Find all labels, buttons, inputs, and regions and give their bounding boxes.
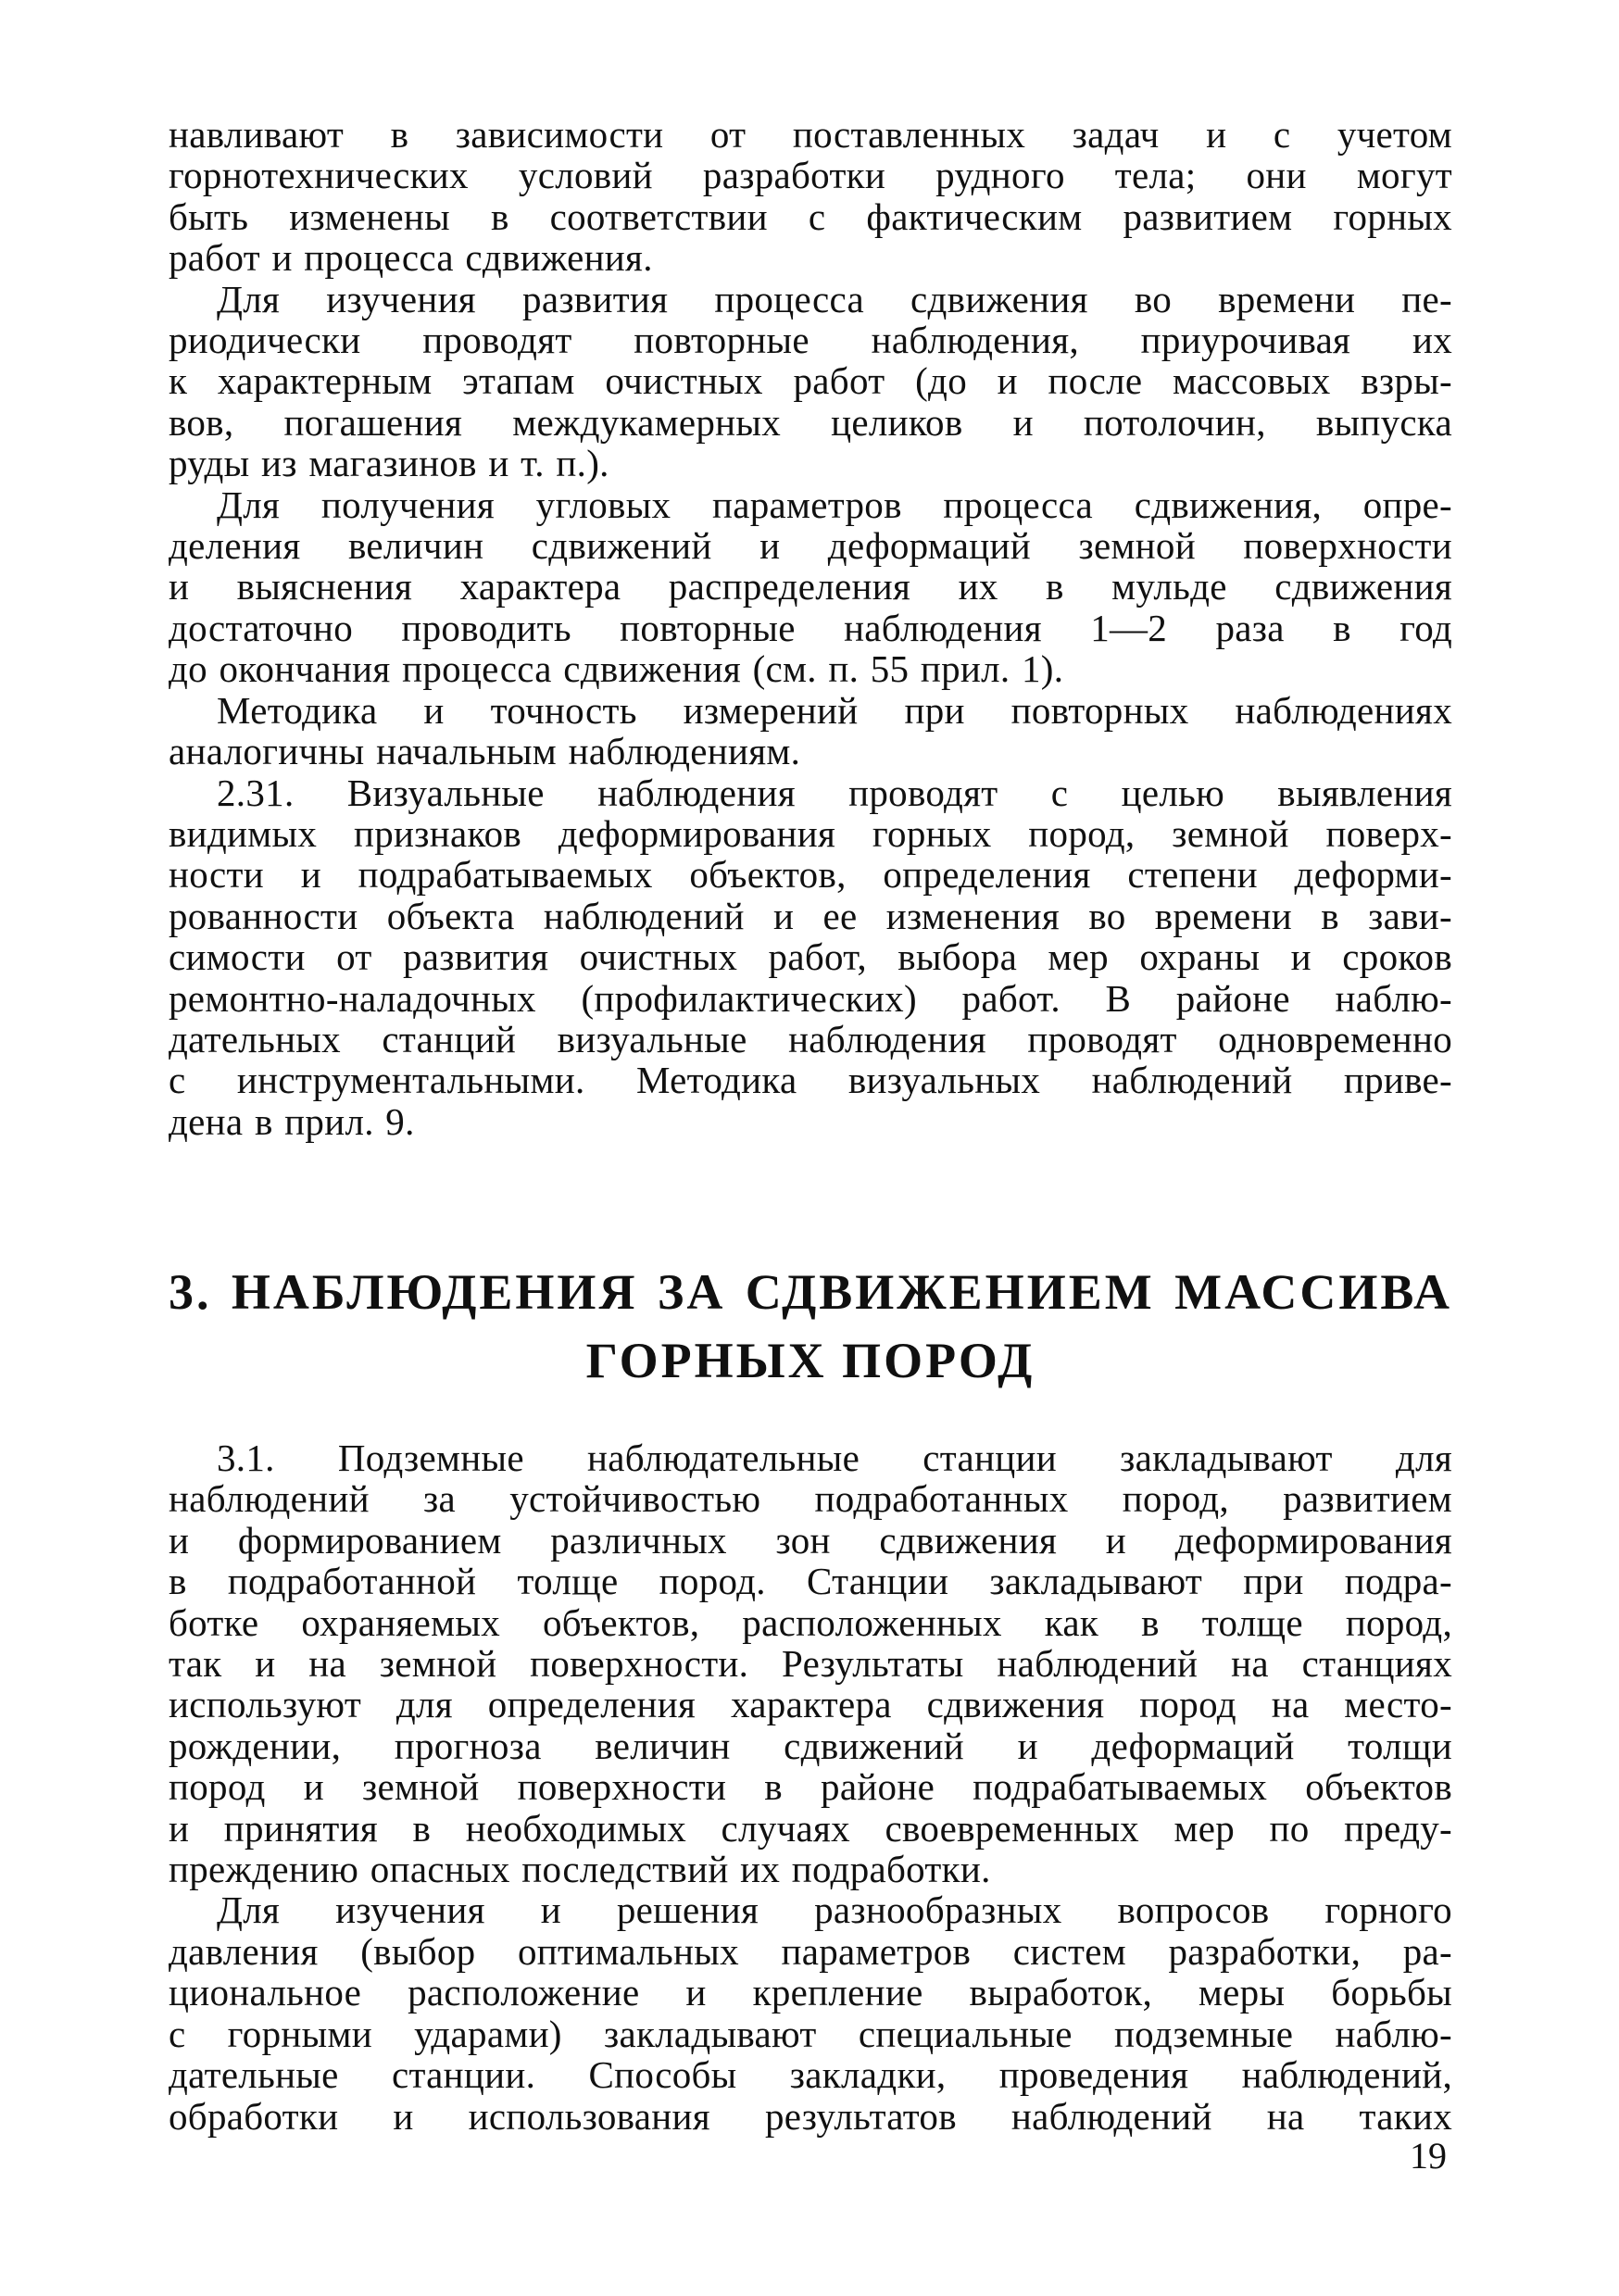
text-line: горнотехнических условий разработки рудного тела; они могут	[169, 154, 1452, 197]
text-line: рождении, прогноза величин сдвижений и деформаций толщи	[169, 1724, 1452, 1767]
text-line: ботке охраняемых объектов, расположенных как в толще пород,	[169, 1600, 1452, 1644]
section-heading	[169, 1258, 1452, 1395]
text-line: Методика и точность измерений при повторных наблюдениях	[217, 688, 1452, 732]
body-text-bottom	[169, 1437, 1452, 2137]
text-line: используют для определения характера сдвижения пород на место-	[169, 1683, 1452, 1726]
text-line: достаточно проводить повторные наблюдения 1—2 раза в год	[169, 606, 1452, 649]
text-line: дательные станции. Способы закладки, проведения наблюдений,	[169, 2053, 1452, 2097]
text-line: Для получения угловых параметров процесса сдвижения, опре-	[217, 483, 1452, 526]
text-line: симости от развития очистных работ, выбора мер охраны и сроков	[169, 935, 1452, 979]
text-line: видимых признаков деформирования горных пород, земной поверх-	[169, 811, 1452, 855]
page-number: 19	[1410, 2135, 1447, 2177]
paragraph	[169, 1437, 1452, 1889]
text-line: рованности объекта наблюдений и ее изменения во времени в зави-	[169, 894, 1452, 937]
text-line: руды из магазинов и т. п.).	[169, 442, 609, 485]
text-line: так и на земной поверхности. Результаты наблюдений на станциях	[169, 1642, 1452, 1686]
text-line: и выяснения характера распределения их в мульде сдвижения	[169, 565, 1452, 609]
text-line: давления (выбор оптимальных параметров систем разработки, ра-	[169, 1929, 1452, 1973]
paragraph	[169, 1889, 1452, 2136]
text-line: дена в прил. 9.	[169, 1099, 415, 1143]
text-line: в подработанной толще пород. Станции закладывают при подра-	[169, 1560, 1452, 1603]
text-line: работ и процесса сдвижения.	[169, 236, 653, 280]
text-line: к характерным этапам очистных работ (до и после массовых взры-	[169, 359, 1452, 403]
text-line: Для изучения и решения разнообразных вопросов горного	[217, 1888, 1452, 1932]
text-line: Для изучения развития процесса сдвижения во времени пе-	[217, 277, 1452, 320]
text-line: деления величин сдвижений и деформаций земной поверхности	[169, 524, 1452, 568]
text-line: вов, погашения междукамерных целиков и потолочин, выпуска	[169, 400, 1452, 444]
text-line: дательных станций визуальные наблюдения проводят одновременно	[169, 1017, 1452, 1060]
text-line: с горными ударами) закладывают специальные подземные наблю-	[169, 2012, 1452, 2055]
text-line: обработки и использования результатов наблюдений на таких	[169, 2094, 1452, 2138]
text-line: преждению опасных последствий их подработки.	[169, 1848, 991, 1891]
text-line: с инструментальными. Методика визуальных наблюдений приве-	[169, 1059, 1452, 1102]
body-text-top	[169, 114, 1452, 1142]
text-line: и принятия в необходимых случаях своевременных мер по преду-	[169, 1806, 1452, 1850]
text-line: пород и земной поверхности в районе подрабатываемых объектов	[169, 1765, 1452, 1809]
paragraph	[169, 279, 1452, 484]
text-line: риодически проводят повторные наблюдения, приурочивая их	[169, 319, 1452, 362]
paragraph	[169, 484, 1452, 690]
section-heading-line-2: ГОРНЫХ ПОРОД	[585, 1333, 1035, 1388]
text-line: аналогичны начальным наблюдениям.	[169, 730, 801, 773]
text-line: ремонтно-наладочных (профилактических) работ. В районе наблю-	[169, 976, 1452, 1020]
text-line: до окончания процесса сдвижения (см. п. 55 прил. 1).	[169, 647, 1064, 691]
paragraph	[169, 690, 1452, 772]
text-line: 2.31. Визуальные наблюдения проводят с целью выявления	[217, 771, 1452, 814]
text-line: наблюдений за устойчивостью подработанных пород, развитием	[169, 1477, 1452, 1521]
text-line: ности и подрабатываемых объектов, определения степени деформи-	[169, 853, 1452, 897]
text-line: и формированием различных зон сдвижения и деформирования	[169, 1518, 1452, 1562]
text-line: 3.1. Подземные наблюдательные станции закладывают для	[217, 1437, 1452, 1479]
section-heading-line-1: 3. НАБЛЮДЕНИЯ ЗА СДВИЖЕНИЕМ МАССИВА	[169, 1264, 1452, 1320]
paragraph	[169, 772, 1452, 1143]
paragraph	[169, 114, 1452, 279]
text-line: быть изменены в соответствии с фактическим развитием горных	[169, 194, 1452, 238]
text-line: циональное расположение и крепление выработок, меры борьбы	[169, 1971, 1452, 2014]
text-line: навливают в зависимости от поставленных задач и с учетом	[169, 113, 1452, 156]
